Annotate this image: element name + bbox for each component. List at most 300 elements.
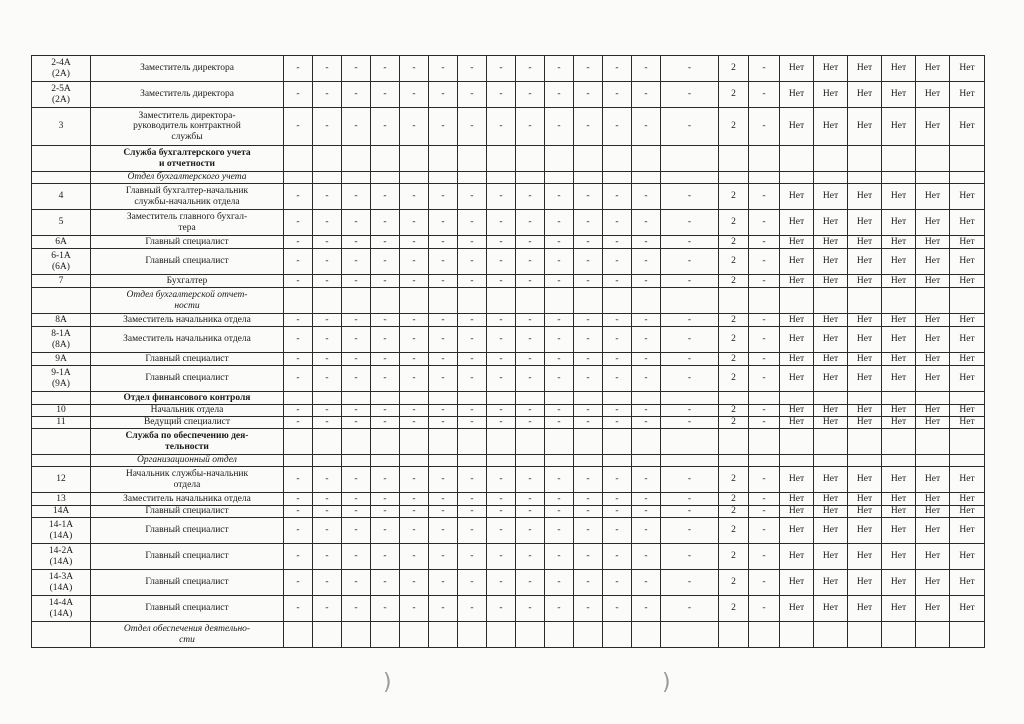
value-cell: - (313, 518, 342, 544)
value-cell (882, 146, 916, 172)
value-cell (661, 392, 719, 405)
value-cell: - (545, 82, 574, 108)
value-cell: Нет (882, 327, 916, 353)
value-cell: - (545, 314, 574, 327)
value-cell: 2 (719, 249, 749, 275)
section-title: Служба бухгалтерского учета и отчетности (91, 146, 284, 172)
value-cell: - (429, 493, 458, 506)
value-cell: - (516, 544, 545, 570)
value-cell: Нет (950, 56, 985, 82)
value-cell: Нет (950, 405, 985, 417)
value-cell (574, 288, 603, 314)
value-cell (458, 172, 487, 184)
table-row (32, 596, 985, 622)
position-name: Главный специалист (91, 518, 284, 544)
value-cell (749, 455, 780, 467)
position-name: Заместитель начальника отдела (91, 493, 284, 506)
value-cell: - (749, 184, 780, 210)
row-number (32, 288, 91, 314)
value-cell: - (342, 327, 371, 353)
position-name: Бухгалтер (91, 275, 284, 288)
value-cell (313, 146, 342, 172)
value-cell: - (313, 405, 342, 417)
value-cell: Нет (950, 353, 985, 366)
row-number: 9-1А (9А) (32, 366, 91, 392)
value-cell (545, 146, 574, 172)
value-cell: - (487, 405, 516, 417)
position-name: Заместитель директора (91, 82, 284, 108)
value-cell: - (371, 518, 400, 544)
value-cell (950, 622, 985, 648)
value-cell: - (516, 236, 545, 249)
value-cell: Нет (848, 314, 882, 327)
row-number (32, 172, 91, 184)
table-row (32, 184, 985, 210)
value-cell: Нет (916, 236, 950, 249)
value-cell: - (458, 56, 487, 82)
value-cell: Нет (848, 353, 882, 366)
value-cell: Нет (780, 210, 814, 236)
value-cell: - (487, 249, 516, 275)
value-cell: Нет (780, 275, 814, 288)
value-cell: - (487, 184, 516, 210)
value-cell (632, 455, 661, 467)
staff-table (31, 55, 985, 648)
table-row (32, 249, 985, 275)
value-cell (848, 622, 882, 648)
value-cell: - (284, 518, 313, 544)
value-cell: - (545, 353, 574, 366)
value-cell: - (400, 596, 429, 622)
value-cell: - (313, 544, 342, 570)
scan-mark-right: ) (662, 670, 671, 695)
value-cell: - (284, 417, 313, 429)
value-cell: Нет (848, 249, 882, 275)
value-cell (342, 429, 371, 455)
value-cell (516, 146, 545, 172)
table-row (32, 405, 985, 417)
value-cell (487, 288, 516, 314)
value-cell: - (632, 366, 661, 392)
value-cell: Нет (916, 353, 950, 366)
value-cell (848, 455, 882, 467)
value-cell: - (429, 596, 458, 622)
value-cell: - (545, 417, 574, 429)
value-cell: Нет (848, 56, 882, 82)
value-cell: Нет (950, 210, 985, 236)
value-cell (487, 146, 516, 172)
value-cell: Нет (882, 417, 916, 429)
value-cell (814, 146, 848, 172)
value-cell: - (487, 570, 516, 596)
row-number: 14-4А (14А) (32, 596, 91, 622)
value-cell: - (284, 314, 313, 327)
value-cell (487, 429, 516, 455)
value-cell: - (487, 417, 516, 429)
value-cell: - (574, 570, 603, 596)
value-cell: 2 (719, 417, 749, 429)
value-cell: - (632, 506, 661, 518)
value-cell: Нет (814, 544, 848, 570)
value-cell: - (545, 366, 574, 392)
value-cell: - (429, 82, 458, 108)
value-cell: 2 (719, 314, 749, 327)
value-cell: Нет (950, 596, 985, 622)
value-cell: - (574, 493, 603, 506)
row-number: 6-1А (6А) (32, 249, 91, 275)
value-cell (429, 429, 458, 455)
value-cell: - (545, 210, 574, 236)
row-number: 8-1А (8А) (32, 327, 91, 353)
value-cell: - (661, 327, 719, 353)
value-cell (574, 172, 603, 184)
value-cell (545, 172, 574, 184)
value-cell (313, 288, 342, 314)
position-name: Главный специалист (91, 506, 284, 518)
value-cell (313, 455, 342, 467)
value-cell: - (603, 518, 632, 544)
value-cell (780, 172, 814, 184)
value-cell: - (458, 544, 487, 570)
value-cell: - (429, 210, 458, 236)
table-row (32, 544, 985, 570)
row-number: 2-5А (2А) (32, 82, 91, 108)
value-cell: Нет (848, 493, 882, 506)
value-cell: - (516, 518, 545, 544)
value-cell: - (284, 210, 313, 236)
value-cell: - (284, 108, 313, 146)
value-cell (916, 146, 950, 172)
value-cell: - (342, 417, 371, 429)
value-cell (429, 455, 458, 467)
value-cell: - (458, 570, 487, 596)
value-cell: - (400, 249, 429, 275)
table-row (32, 56, 985, 82)
value-cell (719, 288, 749, 314)
value-cell: - (400, 518, 429, 544)
value-cell: - (545, 506, 574, 518)
value-cell (603, 622, 632, 648)
value-cell: Нет (916, 544, 950, 570)
value-cell: - (574, 275, 603, 288)
table-row (32, 82, 985, 108)
value-cell: 2 (719, 570, 749, 596)
value-cell: - (574, 417, 603, 429)
table-row (32, 353, 985, 366)
value-cell (950, 288, 985, 314)
value-cell: - (400, 467, 429, 493)
value-cell: Нет (780, 314, 814, 327)
value-cell: Нет (882, 236, 916, 249)
value-cell (458, 146, 487, 172)
value-cell (545, 392, 574, 405)
value-cell (814, 172, 848, 184)
value-cell: - (458, 493, 487, 506)
value-cell: Нет (780, 56, 814, 82)
value-cell: - (749, 353, 780, 366)
value-cell: - (342, 570, 371, 596)
value-cell (814, 455, 848, 467)
value-cell (284, 288, 313, 314)
value-cell: Нет (882, 314, 916, 327)
value-cell (342, 392, 371, 405)
value-cell: - (661, 314, 719, 327)
value-cell: Нет (950, 108, 985, 146)
value-cell: - (574, 353, 603, 366)
value-cell: - (284, 249, 313, 275)
value-cell: - (516, 417, 545, 429)
value-cell (313, 172, 342, 184)
value-cell: - (284, 236, 313, 249)
row-number: 4 (32, 184, 91, 210)
value-cell: Нет (814, 596, 848, 622)
position-name: Начальник отдела (91, 405, 284, 417)
value-cell: - (371, 366, 400, 392)
value-cell: - (661, 518, 719, 544)
value-cell: - (603, 236, 632, 249)
value-cell: Нет (848, 596, 882, 622)
value-cell: Нет (916, 506, 950, 518)
value-cell: - (603, 249, 632, 275)
row-number: 14-3А (14А) (32, 570, 91, 596)
position-name: Главный специалист (91, 236, 284, 249)
value-cell: - (342, 184, 371, 210)
value-cell (487, 455, 516, 467)
value-cell: - (371, 417, 400, 429)
value-cell: - (574, 467, 603, 493)
value-cell (342, 288, 371, 314)
value-cell: - (516, 366, 545, 392)
value-cell: Нет (882, 596, 916, 622)
value-cell: - (545, 108, 574, 146)
value-cell: Нет (814, 236, 848, 249)
value-cell: Нет (814, 249, 848, 275)
value-cell: - (400, 108, 429, 146)
value-cell (661, 455, 719, 467)
value-cell: 2 (719, 327, 749, 353)
row-number: 7 (32, 275, 91, 288)
value-cell: Нет (780, 236, 814, 249)
value-cell: - (342, 210, 371, 236)
value-cell: - (574, 544, 603, 570)
value-cell: - (284, 405, 313, 417)
value-cell: Нет (814, 417, 848, 429)
value-cell (749, 429, 780, 455)
position-name: Главный специалист (91, 353, 284, 366)
value-cell: - (313, 314, 342, 327)
value-cell: Нет (950, 236, 985, 249)
value-cell: Нет (950, 275, 985, 288)
value-cell (916, 455, 950, 467)
row-number (32, 429, 91, 455)
value-cell: - (313, 570, 342, 596)
value-cell (882, 455, 916, 467)
value-cell: - (632, 82, 661, 108)
value-cell: - (545, 327, 574, 353)
value-cell: - (342, 518, 371, 544)
value-cell: - (371, 506, 400, 518)
value-cell: - (458, 210, 487, 236)
value-cell (574, 392, 603, 405)
value-cell: Нет (814, 314, 848, 327)
value-cell: - (458, 314, 487, 327)
value-cell: - (429, 570, 458, 596)
table-row (32, 467, 985, 493)
value-cell: - (342, 275, 371, 288)
value-cell: 2 (719, 108, 749, 146)
value-cell: - (749, 596, 780, 622)
value-cell: 2 (719, 467, 749, 493)
value-cell (458, 392, 487, 405)
value-cell: - (429, 506, 458, 518)
value-cell: - (371, 275, 400, 288)
value-cell: - (313, 506, 342, 518)
value-cell: 2 (719, 366, 749, 392)
value-cell: - (632, 314, 661, 327)
value-cell: - (429, 353, 458, 366)
value-cell: - (284, 184, 313, 210)
value-cell: 2 (719, 353, 749, 366)
value-cell: - (284, 56, 313, 82)
value-cell: - (371, 82, 400, 108)
value-cell (574, 146, 603, 172)
table-row (32, 493, 985, 506)
value-cell (632, 146, 661, 172)
value-cell (603, 392, 632, 405)
value-cell (632, 172, 661, 184)
value-cell: - (284, 327, 313, 353)
value-cell: - (371, 327, 400, 353)
value-cell: Нет (882, 108, 916, 146)
value-cell: - (342, 56, 371, 82)
scan-mark-left: ) (383, 670, 392, 695)
value-cell: Нет (814, 210, 848, 236)
value-cell (780, 146, 814, 172)
value-cell: Нет (882, 275, 916, 288)
value-cell: - (371, 108, 400, 146)
value-cell: - (313, 236, 342, 249)
value-cell: - (342, 467, 371, 493)
value-cell: - (632, 544, 661, 570)
value-cell: - (603, 108, 632, 146)
value-cell: Нет (882, 353, 916, 366)
value-cell: Нет (814, 493, 848, 506)
value-cell (749, 172, 780, 184)
value-cell: - (458, 353, 487, 366)
value-cell: 2 (719, 210, 749, 236)
value-cell: - (661, 570, 719, 596)
value-cell (719, 455, 749, 467)
value-cell (632, 429, 661, 455)
value-cell: - (603, 366, 632, 392)
value-cell: - (749, 314, 780, 327)
value-cell: - (487, 467, 516, 493)
value-cell: - (371, 210, 400, 236)
value-cell: - (545, 570, 574, 596)
value-cell: Нет (814, 353, 848, 366)
value-cell (284, 455, 313, 467)
value-cell: - (516, 249, 545, 275)
value-cell (632, 392, 661, 405)
value-cell: Нет (814, 405, 848, 417)
value-cell: Нет (882, 210, 916, 236)
value-cell: Нет (814, 506, 848, 518)
value-cell (780, 429, 814, 455)
value-cell: - (400, 56, 429, 82)
value-cell (950, 172, 985, 184)
value-cell: - (632, 467, 661, 493)
value-cell: Нет (882, 405, 916, 417)
value-cell: - (603, 210, 632, 236)
row-number: 8А (32, 314, 91, 327)
row-number (32, 146, 91, 172)
value-cell (603, 455, 632, 467)
value-cell: - (603, 353, 632, 366)
value-cell: - (603, 314, 632, 327)
value-cell: - (487, 236, 516, 249)
value-cell: - (313, 327, 342, 353)
value-cell (342, 146, 371, 172)
value-cell: - (661, 184, 719, 210)
value-cell: - (516, 314, 545, 327)
value-cell: Нет (950, 417, 985, 429)
value-cell: - (632, 417, 661, 429)
value-cell: - (516, 570, 545, 596)
subsection-row (32, 622, 985, 648)
row-number: 3 (32, 108, 91, 146)
value-cell: - (487, 210, 516, 236)
value-cell: 2 (719, 56, 749, 82)
value-cell: - (400, 405, 429, 417)
value-cell: - (400, 493, 429, 506)
value-cell (916, 429, 950, 455)
value-cell: - (342, 353, 371, 366)
value-cell (848, 392, 882, 405)
value-cell (545, 622, 574, 648)
value-cell: - (603, 570, 632, 596)
row-number: 14А (32, 506, 91, 518)
value-cell: - (400, 570, 429, 596)
value-cell (284, 622, 313, 648)
value-cell: - (313, 353, 342, 366)
value-cell: - (749, 544, 780, 570)
value-cell (814, 622, 848, 648)
value-cell: - (342, 506, 371, 518)
value-cell: Нет (848, 108, 882, 146)
value-cell (632, 288, 661, 314)
value-cell: - (342, 82, 371, 108)
value-cell: - (400, 314, 429, 327)
position-name: Начальник службы-начальник отдела (91, 467, 284, 493)
value-cell: - (400, 544, 429, 570)
row-number: 2-4А (2А) (32, 56, 91, 82)
value-cell: - (574, 210, 603, 236)
value-cell: - (749, 570, 780, 596)
value-cell: - (574, 108, 603, 146)
value-cell: - (632, 327, 661, 353)
value-cell (603, 429, 632, 455)
value-cell (574, 429, 603, 455)
value-cell: - (545, 275, 574, 288)
value-cell: - (458, 506, 487, 518)
value-cell: - (342, 314, 371, 327)
value-cell: Нет (916, 275, 950, 288)
value-cell (458, 288, 487, 314)
table-row (32, 210, 985, 236)
value-cell: - (603, 596, 632, 622)
value-cell: - (749, 108, 780, 146)
value-cell: Нет (916, 108, 950, 146)
